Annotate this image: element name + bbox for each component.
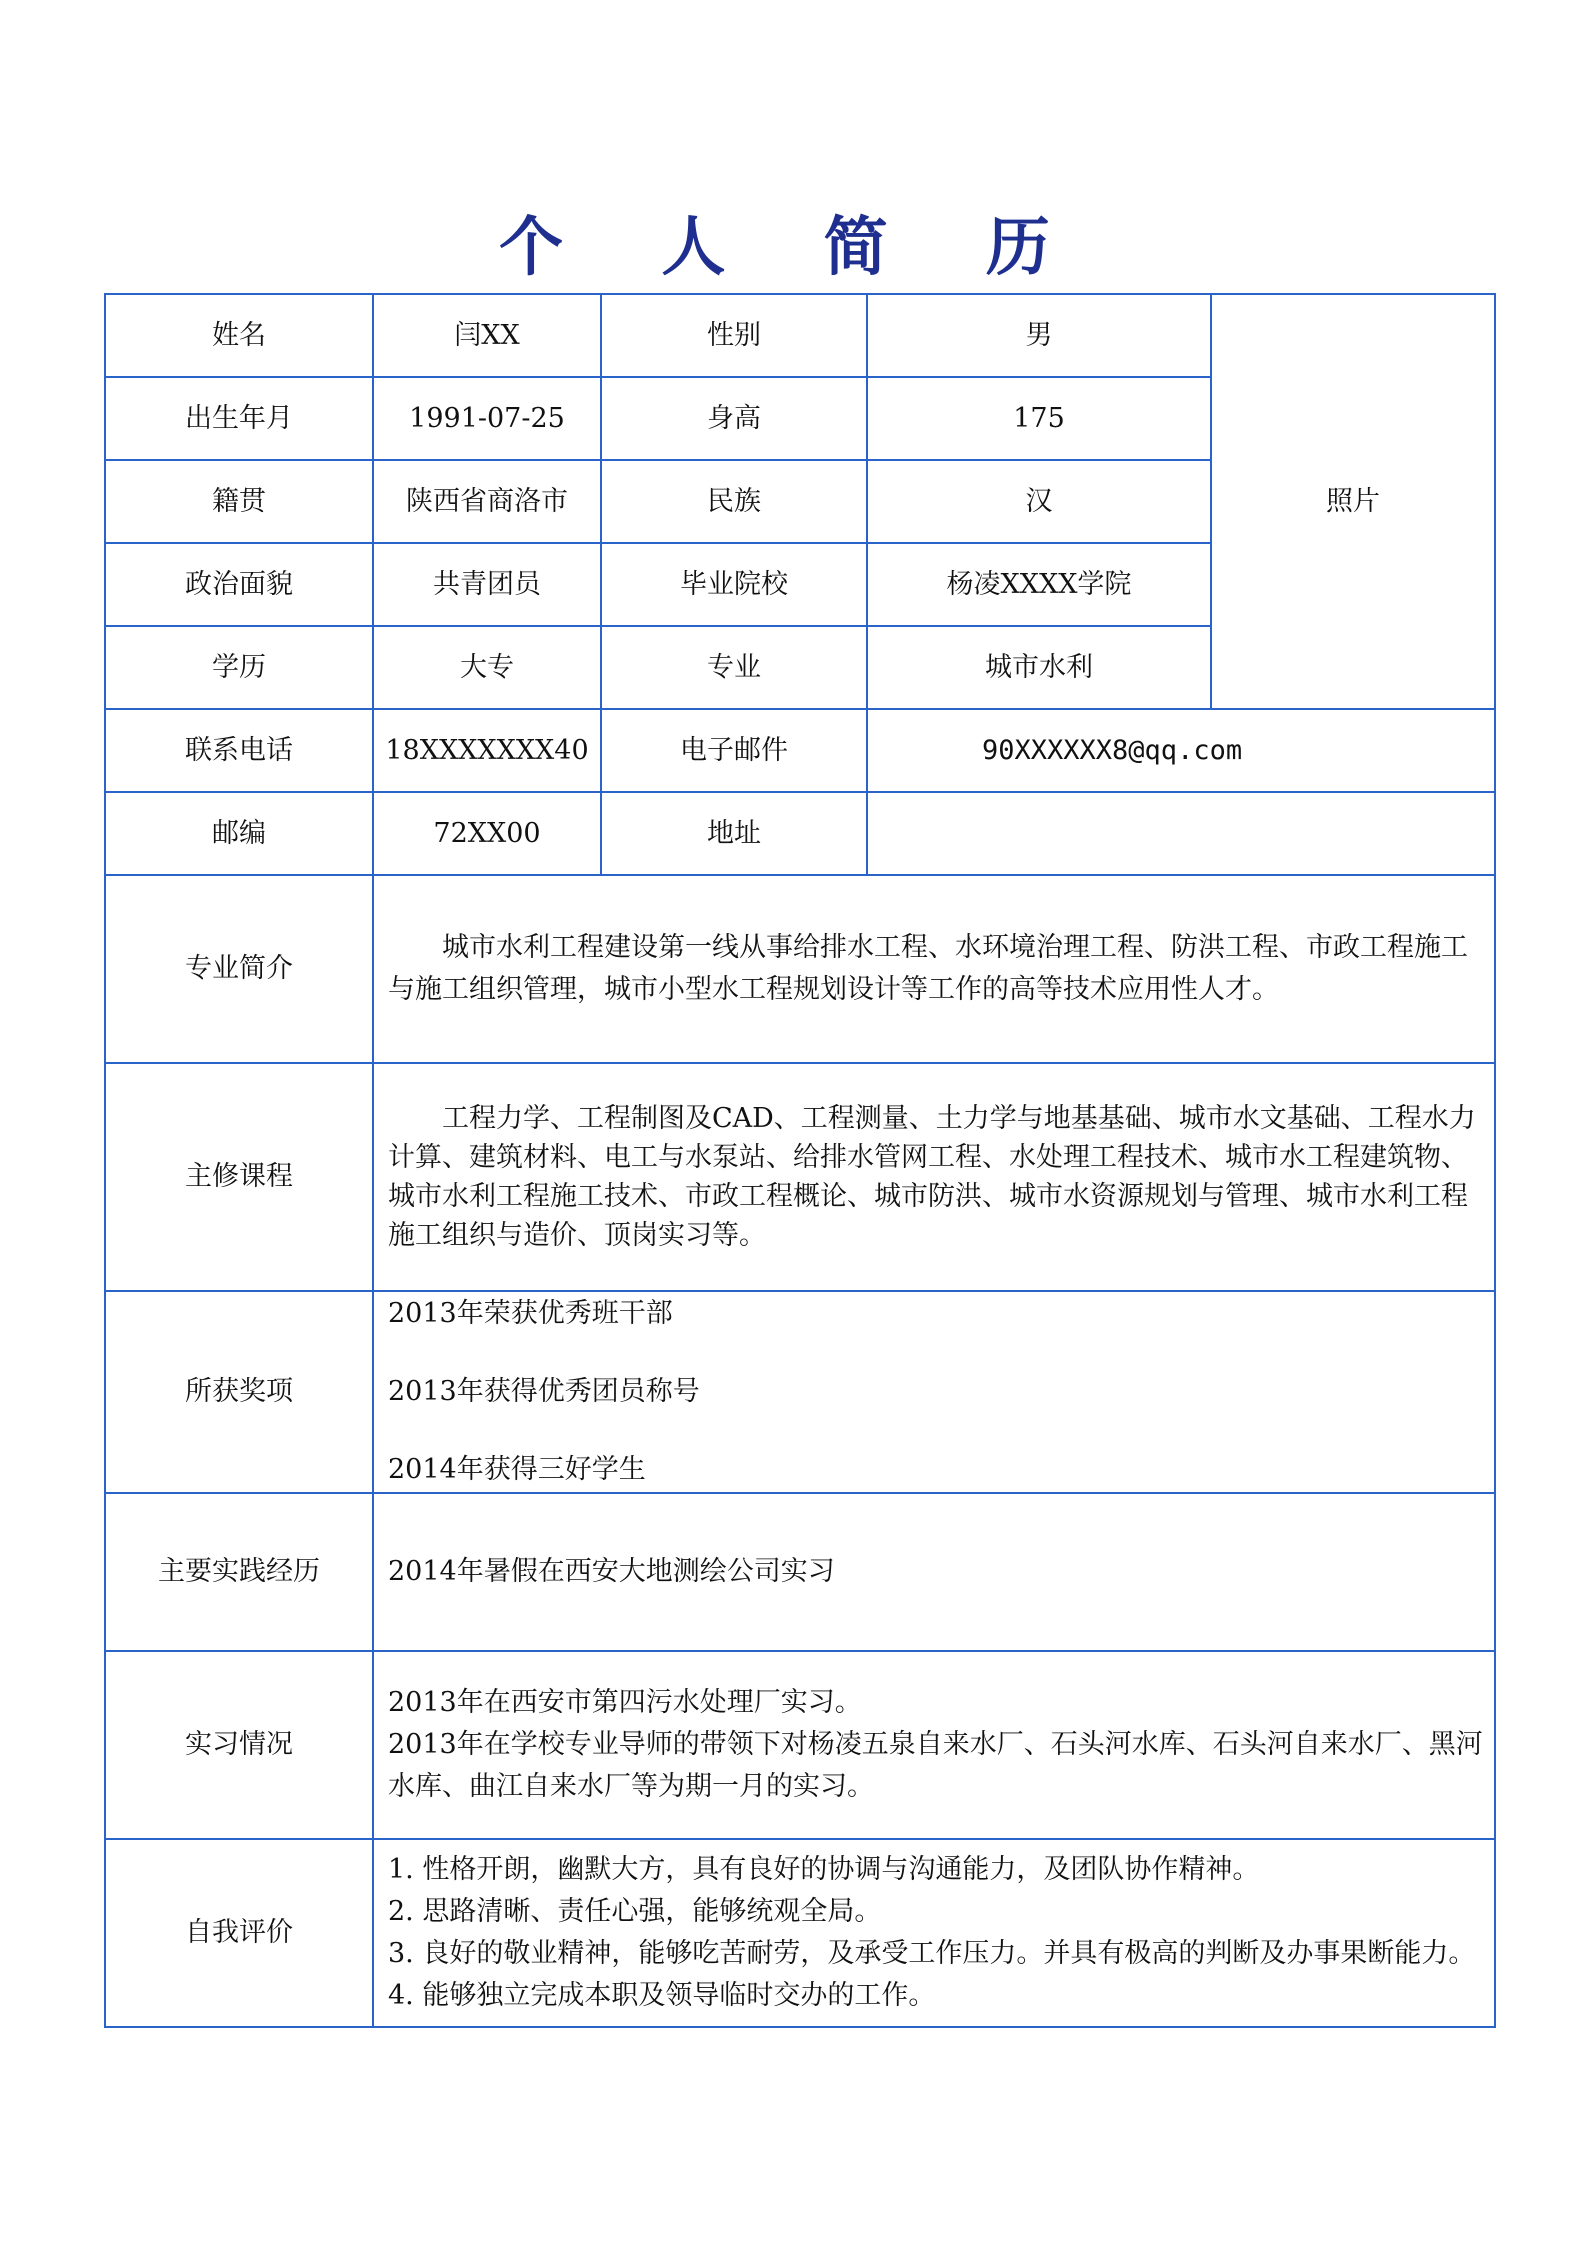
edu-value: 大专	[373, 626, 601, 709]
height-value: 175	[867, 377, 1211, 460]
row-practice	[105, 1493, 1495, 1651]
courses-cell	[373, 1063, 1495, 1291]
phone-label: 联系电话	[105, 709, 373, 792]
award-item: 2014年获得三好学生	[388, 1454, 646, 1485]
row-intro	[105, 875, 1495, 1063]
name-value: 闫XX	[373, 294, 601, 377]
address-label: 地址	[601, 792, 867, 875]
school-value: 杨凌XXXX学院	[867, 543, 1211, 626]
ethnic-label: 民族	[601, 460, 867, 543]
major-value: 城市水利	[867, 626, 1211, 709]
name-label: 姓名	[105, 294, 373, 377]
practice-label: 主要实践经历	[105, 1493, 373, 1651]
email-value: 90XXXXXX8@qq.com	[867, 709, 1495, 792]
zip-label: 邮编	[105, 792, 373, 875]
self-eval-item: 4. 能够独立完成本职及领导临时交办的工作。	[388, 1980, 936, 2011]
height-label: 身高	[601, 377, 867, 460]
page-title: 个 人 简 历	[499, 210, 1088, 285]
phone-value: 18XXXXXXX40	[373, 709, 601, 792]
origin-value: 陕西省商洛市	[373, 460, 601, 543]
row-address	[105, 792, 1495, 875]
resume-table	[104, 293, 1496, 2028]
internship-label: 实习情况	[105, 1651, 373, 1839]
politics-label: 政治面貌	[105, 543, 373, 626]
intro-label: 专业简介	[105, 875, 373, 1063]
photo-placeholder: 照片	[1211, 294, 1495, 709]
birth-value: 1991-07-25	[373, 377, 601, 460]
edu-label: 学历	[105, 626, 373, 709]
self-eval-item: 3. 良好的敬业精神，能够吃苦耐劳，及承受工作压力。并具有极高的判断及办事果断能力。	[388, 1938, 1476, 1969]
self-eval-item: 1. 性格开朗，幽默大方，具有良好的协调与沟通能力，及团队协作精神。	[388, 1854, 1260, 1885]
self-eval-item: 2. 思路清晰、责任心强，能够统观全局。	[388, 1896, 882, 1927]
row-contact	[105, 709, 1495, 792]
row-awards	[105, 1291, 1495, 1493]
awards-label: 所获奖项	[105, 1291, 373, 1493]
awards-cell	[373, 1291, 1495, 1493]
self-eval-cell	[373, 1839, 1495, 2027]
birth-label: 出生年月	[105, 377, 373, 460]
origin-label: 籍贯	[105, 460, 373, 543]
award-item: 2013年获得优秀团员称号	[388, 1376, 700, 1407]
row-courses	[105, 1063, 1495, 1291]
intro-cell	[373, 875, 1495, 1063]
gender-label: 性别	[601, 294, 867, 377]
courses-label: 主修课程	[105, 1063, 373, 1291]
address-value	[867, 792, 1495, 875]
row-internship	[105, 1651, 1495, 1839]
row-name	[105, 294, 1495, 377]
practice-cell	[373, 1493, 1495, 1651]
row-self-eval	[105, 1839, 1495, 2027]
gender-value: 男	[867, 294, 1211, 377]
internship-line: 2013年在学校专业导师的带领下对杨凌五泉自来水厂、石头河水库、石头河自来水厂、黑河水库、曲江自来水厂等为期一月的实习。	[388, 1729, 1483, 1802]
zip-value: 72XX00	[373, 792, 601, 875]
ethnic-value: 汉	[867, 460, 1211, 543]
courses-text: 工程力学、工程制图及CAD、工程测量、土力学与地基基础、城市水文基础、工程水力计算、建筑材料、电工与水泵站、给排水管网工程、水处理工程技术、城市水工程建筑物、城市水利工程施工技术、市政工程概论、城市防洪、城市水资源规划与管理、城市水利工程施工组织与造价、顶岗实习等。	[388, 1102, 1476, 1252]
internship-cell	[373, 1651, 1495, 1839]
intro-text: 城市水利工程建设第一线从事给排水工程、水环境治理工程、防洪工程、市政工程施工与施工组织管理，城市小型水工程规划设计等工作的高等技术应用性人才。	[388, 932, 1468, 1005]
school-label: 毕业院校	[601, 543, 867, 626]
award-item: 2013年荣获优秀班干部	[388, 1298, 673, 1329]
self-eval-label: 自我评价	[105, 1839, 373, 2027]
internship-line: 2013年在西安市第四污水处理厂实习。	[388, 1687, 862, 1718]
practice-text: 2014年暑假在西安大地测绘公司实习	[388, 1556, 835, 1588]
major-label: 专业	[601, 626, 867, 709]
politics-value: 共青团员	[373, 543, 601, 626]
email-label: 电子邮件	[601, 709, 867, 792]
